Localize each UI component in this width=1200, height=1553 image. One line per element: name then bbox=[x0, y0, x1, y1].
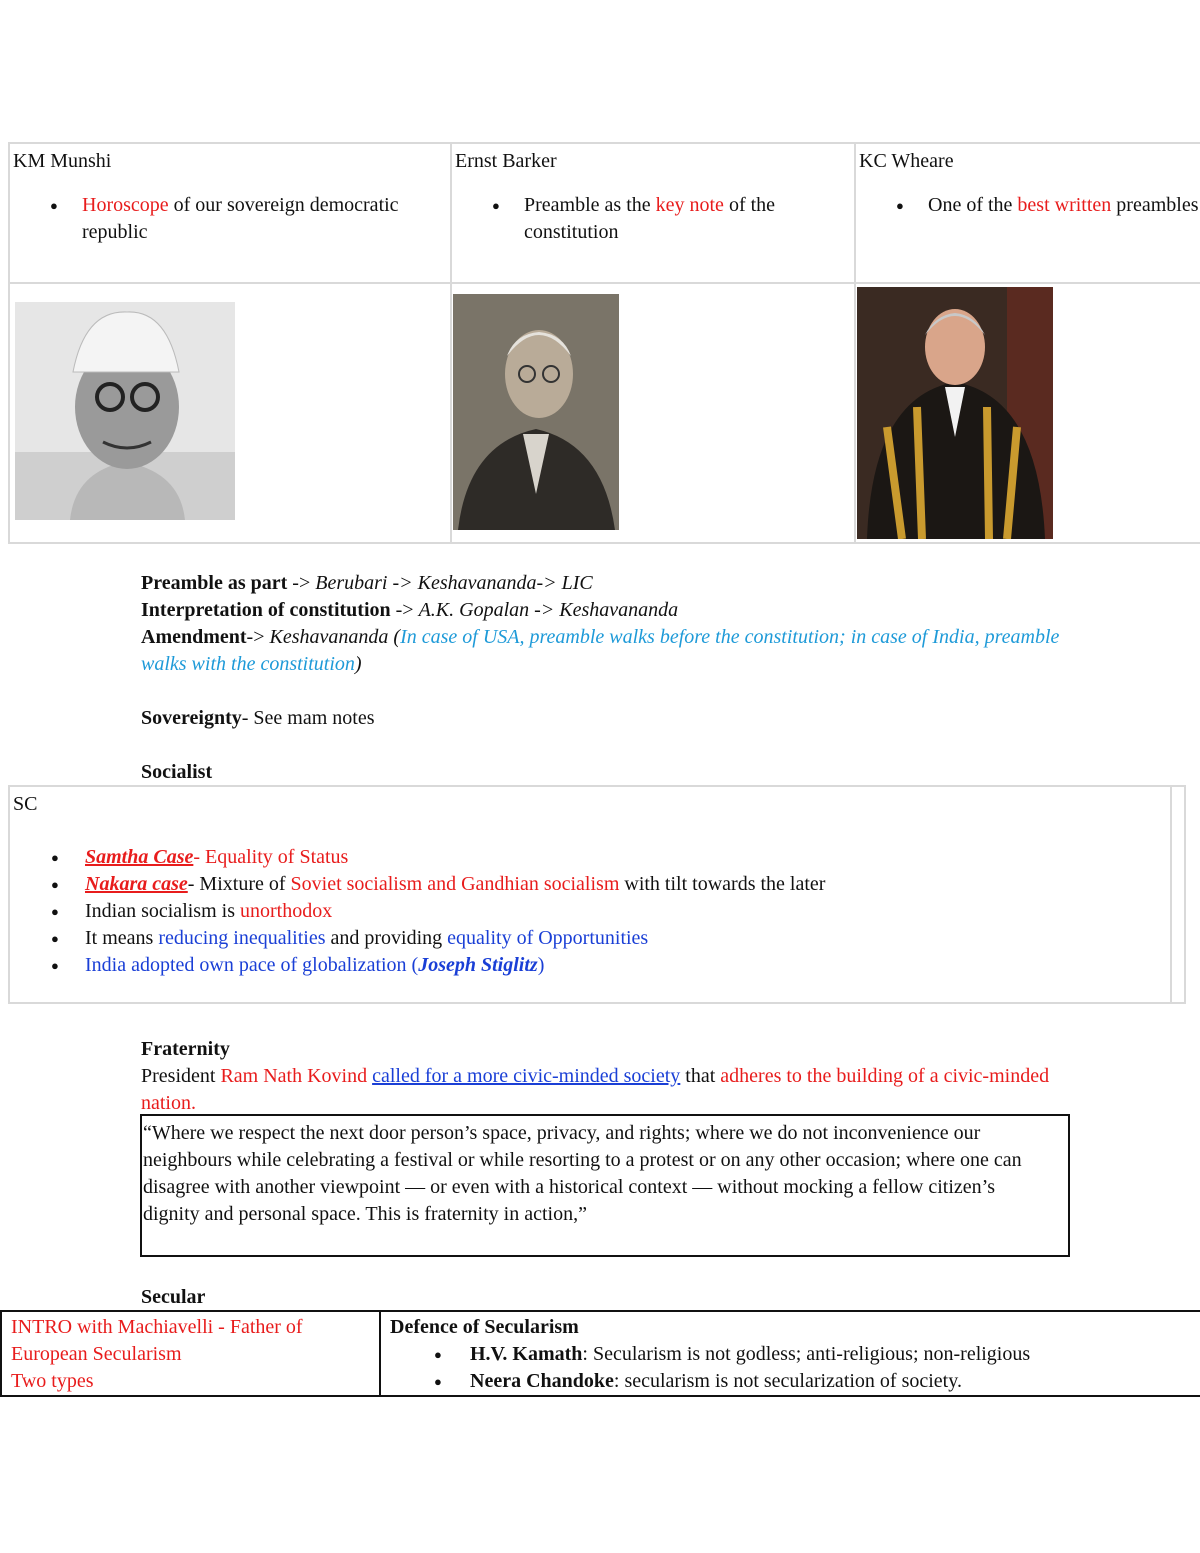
defence-heading: Defence of Secularism bbox=[390, 1316, 579, 1338]
list-item: ● Nakara case- Mixture of Soviet socialism and Gandhian socialism with tilt towards the later bbox=[13, 871, 1186, 898]
quote-list bbox=[856, 192, 1200, 219]
defence-points bbox=[390, 1341, 1200, 1395]
list-item: ● H.V. Kamath: Secularism is not godless; anti-religious; non-religious bbox=[390, 1341, 1200, 1368]
secular-defence-cell bbox=[380, 1311, 1200, 1396]
preamble-notes bbox=[141, 570, 1061, 786]
secular-heading: Secular bbox=[141, 1286, 206, 1308]
amendment-line: Amendment-> Keshavananda (In case of USA, preamble walks before the constitution; in case of India, preamble walks with the constitution) bbox=[141, 626, 1060, 675]
quote-cell-barker bbox=[451, 143, 855, 283]
kc-wheare-photo bbox=[857, 287, 1053, 539]
intro-line: Two types bbox=[11, 1370, 94, 1392]
intro-line: European Secularism bbox=[11, 1343, 182, 1365]
km-munshi-photo bbox=[15, 302, 235, 520]
interpretation-line: Interpretation of constitution -> A.K. Gopalan -> Keshavananda bbox=[141, 599, 679, 621]
quote-item: ● Preamble as the key note of the constitution bbox=[452, 192, 854, 246]
quote-cell-wheare bbox=[855, 143, 1200, 283]
fraternity-heading: Fraternity bbox=[141, 1038, 230, 1060]
socialist-sc-box bbox=[8, 785, 1186, 1004]
kovind-quote-box: “Where we respect the next door person’s space, privacy, and rights; where we do not inconvenience our neighbours while celebrating a festival or while resorting to a protest or on any other occasion; where one can disagree with another viewpoint — or even with a historical context — without mocking a fellow citizen’s dignity and personal space. This is fraternity in action,” bbox=[140, 1114, 1070, 1257]
fraternity-text: President Ram Nath Kovind called for a more civic-minded society that adheres to the building of a civic-minded nation. bbox=[141, 1065, 1050, 1114]
list-item: ● India adopted own pace of globalization (Joseph Stiglitz) bbox=[13, 952, 1186, 979]
fraternity-section bbox=[141, 1036, 1061, 1117]
quote-item: ● One of the best written preambles bbox=[856, 192, 1200, 219]
quote-list bbox=[10, 192, 450, 246]
list-item: ● Neera Chandoke: secularism is not secularization of society. bbox=[390, 1368, 1200, 1395]
quote-list bbox=[452, 192, 854, 246]
sovereignty-line: Sovereignty- See mam notes bbox=[141, 707, 375, 729]
secular-table bbox=[0, 1310, 1200, 1397]
quote-author: KC Wheare bbox=[859, 150, 954, 172]
preamble-quotes-table bbox=[8, 142, 1200, 544]
ernst-barker-photo bbox=[453, 294, 619, 530]
photo-cell-wheare bbox=[855, 283, 1200, 543]
list-item: ● Indian socialism is unorthodox bbox=[13, 898, 1186, 925]
secular-intro-cell bbox=[1, 1311, 380, 1396]
socialist-heading: Socialist bbox=[141, 761, 213, 783]
photo-cell-barker bbox=[451, 283, 855, 543]
list-item: ● Samtha Case- Equality of Status bbox=[13, 844, 1186, 871]
quote-cell-munshi bbox=[9, 143, 451, 283]
quote-author: KM Munshi bbox=[13, 150, 112, 172]
intro-line: INTRO with Machiavelli - Father of bbox=[11, 1316, 303, 1338]
quote-item: ● Horoscope of our sovereign democratic republic bbox=[10, 192, 450, 246]
sc-label: SC bbox=[13, 793, 38, 815]
photo-cell-munshi bbox=[9, 283, 451, 543]
sc-points bbox=[13, 844, 1186, 979]
quote-author: Ernst Barker bbox=[455, 150, 557, 172]
civic-society-link[interactable]: called for a more civic-minded society bbox=[372, 1065, 681, 1087]
preamble-part-line: Preamble as part -> Berubari -> Keshavananda-> LIC bbox=[141, 572, 593, 594]
list-item: ● It means reducing inequalities and providing equality of Opportunities bbox=[13, 925, 1186, 952]
